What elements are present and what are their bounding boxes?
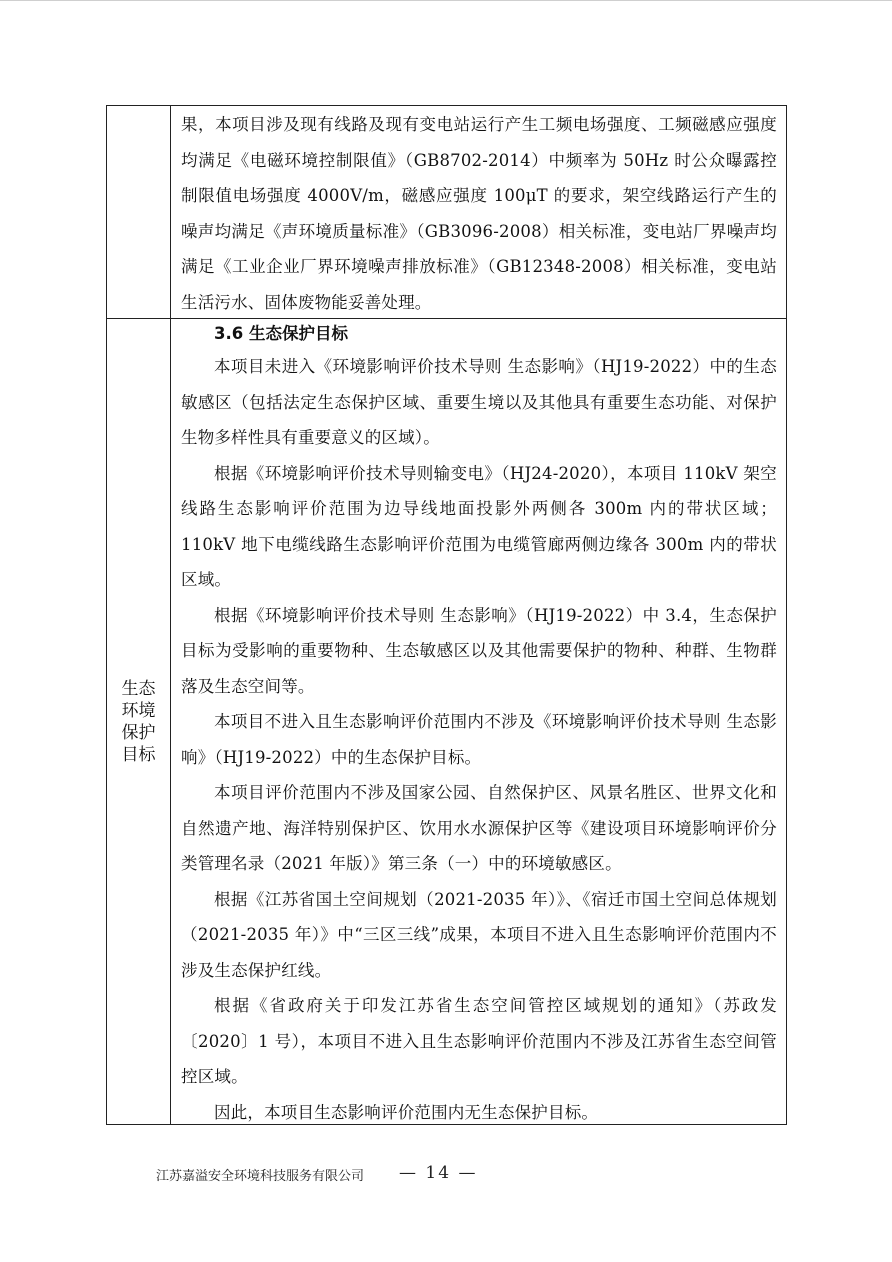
page-top-border — [0, 0, 892, 1]
page-footer — [0, 1162, 892, 1192]
table-row-continuation — [107, 106, 786, 319]
continuation-paragraph: 果，本项目涉及现有线路及现有变电站运行产生工频电场强度、工频磁感应强度均满足《电磁环境控制限值》（GB8702-2014）中频率为 50Hz 时公众曝露控制限值电场强度 4000V/m，磁感应强度 100μT 的要求，架空线路运行产生的噪声均满足《声环境质量标准》（GB3096-2008）相关标准，变电站厂界噪声均满足《工业企业厂界环境噪声排放标准》（GB12348-2008）相关标准，变电站生活污水、固体废物能妥善处理。 — [181, 115, 777, 312]
row-label-ecological-protection-target: 生态环境保护目标 — [121, 678, 156, 765]
paragraph: 根据《江苏省国土空间规划（2021-2035 年）》、《宿迁市国土空间总体规划（2021-2035 年）》中“三区三线”成果，本项目不进入且生态影响评价范围内不涉及生态保护红线。 — [181, 889, 777, 980]
paragraph: 本项目未进入《环境影响评价技术导则 生态影响》（HJ19-2022）中的生态敏感区（包括法定生态保护区域、重要生境以及其他具有重要生态功能、对保护生物多样性具有重要意义的区域）。 — [181, 357, 777, 447]
row-label-cell — [107, 319, 170, 1124]
paragraph: 根据《省政府关于印发江苏省生态空间管控区域规划的通知》（苏政发〔2020〕1 号），本项目不进入且生态影响评价范围内不涉及江苏省生态空间管控区域。 — [181, 996, 777, 1086]
row-content-cell — [171, 319, 783, 1130]
footer-company-name: 江苏嘉溢安全环境科技服务有限公司 — [156, 1169, 365, 1184]
table-row-ecological-protection — [107, 319, 786, 1124]
paragraph: 根据《环境影响评价技术导则 生态影响》（HJ19-2022）中 3.4，生态保护目标为受影响的重要物种、生态敏感区以及其他需要保护的物种、种群、生物群落及生态空间等。 — [181, 605, 777, 696]
paragraph: 本项目不进入且生态影响评价范围内不涉及《环境影响评价技术导则 生态影响》（HJ19-2022）中的生态保护目标。 — [181, 712, 777, 767]
paragraph: 根据《环境影响评价技术导则输变电》（HJ24-2020），本项目 110kV 架空线路生态影响评价范围为边导线地面投影外两侧各 300m 内的带状区域；110kV 地下电缆线路生态影响评价范围为电缆管廊两侧边缘各 300m 内的带状区域。 — [181, 463, 777, 589]
section-heading: 3.6 生态保护目标 — [214, 324, 348, 343]
row-label-cell-empty — [107, 106, 170, 318]
content-table — [106, 105, 787, 1125]
paragraph: 本项目评价范围内不涉及国家公园、自然保护区、风景名胜区、世界文化和自然遗产地、海洋特别保护区、饮用水水源保护区等《建设项目环境影响评价分类管理名录（2021 年版）》第三条（一）中的环境敏感区。 — [181, 783, 777, 873]
paragraph: 因此，本项目生态影响评价范围内无生态保护目标。 — [214, 1102, 599, 1122]
row-content-cell — [171, 106, 783, 320]
page-number: — 14 — — [399, 1163, 478, 1183]
